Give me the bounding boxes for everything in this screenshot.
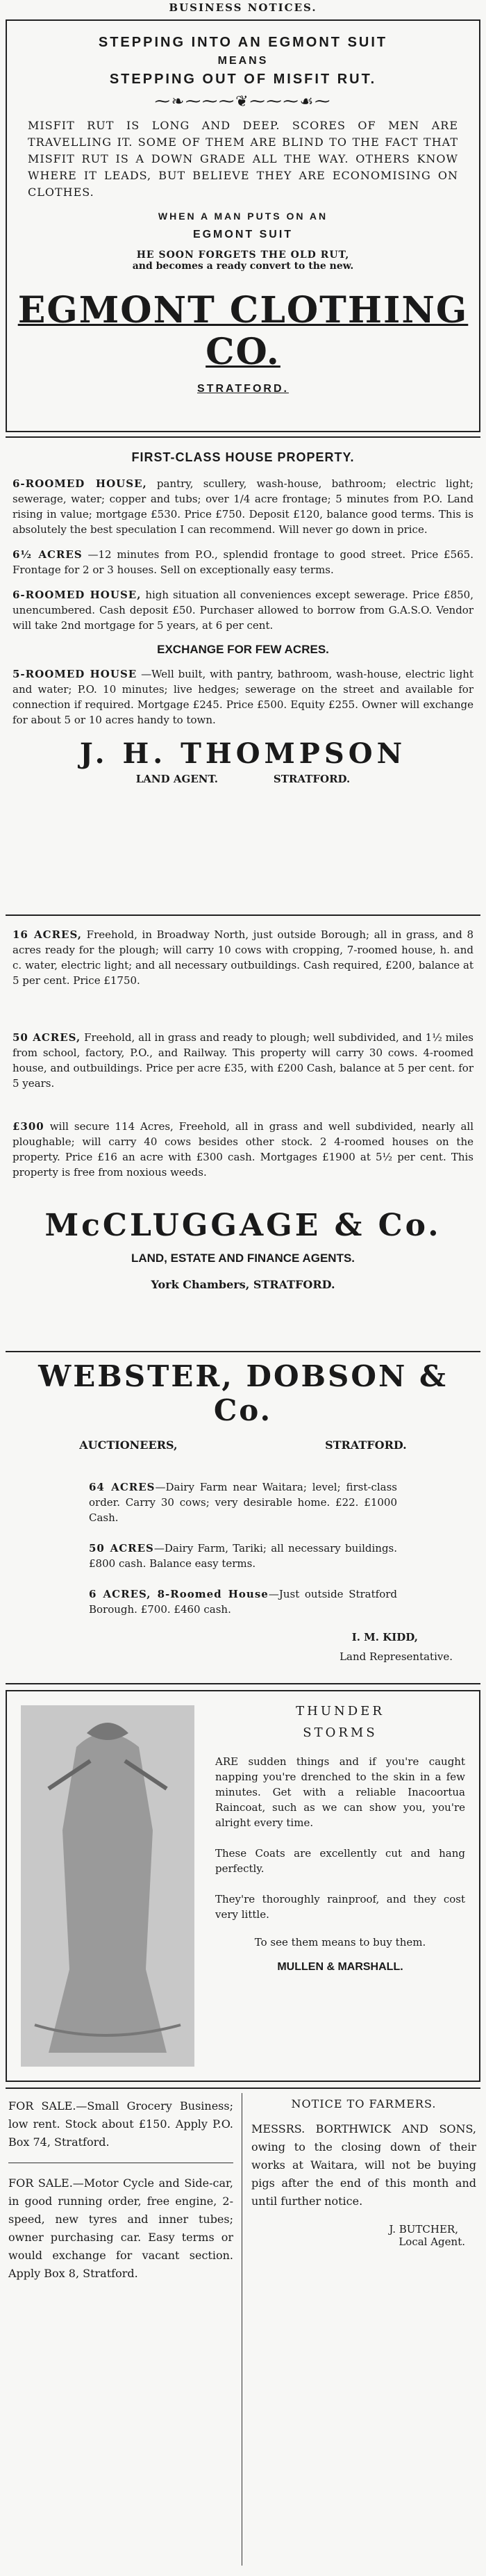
thompson-item-2: 6½ ACRES —12 minutes from P.O., splendid frontage to good street. Price £565. Frontage for 2 or 3 houses. Sell on exceptionally easy terms. — [12, 548, 474, 576]
notice-body: MESSRS. BORTHWICK AND SONS, owing to the closing down of their works at Waitara, will not be buying pigs after the end of this month and until further notice. — [251, 2122, 476, 2208]
egmont-line2: MEANS — [217, 55, 269, 67]
egmont-body: MISFIT RUT IS LONG AND DEEP. SCORES OF MEN ARE TRAVELLING IT. SOME OF THEM ARE BLIND TO THE FACT THAT MISFIT RUT IS A DOWN GRADE ALL THE WAY. OTHERS KNOW WHERE IT LEADS, BUT BELIEVE THEY ARE ECONOMISING ON CLOTHES. — [28, 119, 458, 199]
mccluggage-item-3: £300 will secure 114 Acres, Freehold, all in grass and well subdivided, nearly all ploughable; will carry 40 cows besides other stock. 2 4-roomed houses on the property. Price £16 an acre with £300 cash. Mortgages £1900 at 5½ per cent. This property is free from noxious weeds. — [12, 1120, 474, 1179]
divider — [6, 1351, 480, 1352]
divider — [6, 914, 480, 916]
classified-ad-1: FOR SALE.—Small Grocery Business; low rent. Stock about £150. Apply P.O. Box 74, Stratford. — [8, 2099, 233, 2149]
webster-role: AUCTIONEERS, — [79, 1438, 178, 1452]
mullen-title2: STORMS — [303, 1725, 378, 1740]
egmont-line7: and becomes a ready convert to the new. — [132, 261, 354, 272]
webster-town: STRATFORD. — [325, 1438, 407, 1452]
webster-role-row — [6, 1438, 480, 1452]
thompson-role: LAND AGENT. — [135, 773, 218, 785]
thompson-role-row — [6, 773, 480, 785]
thompson-heading2: EXCHANGE FOR FEW ACRES. — [157, 643, 329, 656]
egmont-line3: STEPPING OUT OF MISFIT RUT. — [109, 72, 377, 87]
classifieds — [6, 2093, 480, 2573]
notice-title: NOTICE TO FARMERS. — [291, 2097, 437, 2110]
mccluggage-item-2: 50 ACRES, Freehold, all in grass and ready to plough; well subdivided, and 1½ miles from school, factory, P.O., and Railway. This property will carry 30 cows. 4-roomed house, and outbuildings. Price per acre £35, with £200 Cash, balance at 5 per cent. for 5 years. — [12, 1031, 474, 1090]
mullen-title1: THUNDER — [296, 1704, 385, 1718]
webster-item-1: 64 ACRES—Dairy Farm near Waitara; level; first-class order. Carry 30 cows; very desirable home. £22. £1000 Cash. — [89, 1481, 398, 1524]
ornament-divider: ⁓❧⁓⁓⁓❦⁓⁓⁓☙⁓ — [154, 93, 332, 110]
mullen-para1: ARE sudden things and if you're caught napping you're drenched to the skin in a few minutes. Get with a reliable Inacoortua Raincoat, such as we can show you, you're alright every time. — [215, 1755, 465, 1829]
webster-name: WEBSTER, DOBSON & Co. — [38, 1359, 448, 1427]
thompson-agent: J. H. THOMPSON — [79, 737, 407, 770]
thompson-item-3: 6-ROOMED HOUSE, high situation all conveniences except sewerage. Price £850, unencumbered. Cash deposit £50. Purchaser allowed to borrow from G.A.S.O. Vendor will take 2nd mortgage for 5 years, at 6 per cent. — [12, 589, 474, 632]
mccluggage-address: York Chambers, STRATFORD. — [151, 1278, 335, 1291]
divider — [6, 1683, 480, 1684]
mullen-text — [215, 1704, 465, 1974]
webster-item-2: 50 ACRES—Dairy Farm, Tariki; all necessary buildings. £800 cash. Balance easy terms. — [89, 1542, 398, 1570]
mccluggage-desc: LAND, ESTATE AND FINANCE AGENTS. — [131, 1252, 355, 1265]
thompson-town: STRATFORD. — [273, 773, 351, 785]
divider — [6, 436, 480, 438]
right-column — [249, 2093, 479, 2248]
webster-rep-role: Land Representative. — [340, 1650, 453, 1663]
notice-sig-role: Local Agent. — [399, 2235, 465, 2248]
raincoat-sketch-icon — [21, 1705, 194, 2067]
divider — [6, 2087, 480, 2089]
egmont-advert — [6, 19, 480, 432]
thompson-item-1: 6-ROOMED HOUSE, pantry, scullery, wash-house, bathroom; electric light; sewerage, water; copper and tubs; over 1/4 acre frontage; 5 minutes from P.O. Land rising in value; mortgage £530. Price £750. Deposit £120, balance good terms. This is absolutely the best speculation I can recommend. Will never go down in price. — [12, 477, 474, 536]
raincoat-illustration — [21, 1705, 194, 2067]
webster-advert — [6, 1356, 480, 1676]
egmont-line4: WHEN A MAN PUTS ON AN — [158, 211, 328, 222]
egmont-town: STRATFORD. — [197, 383, 289, 395]
mullen-para4: To see them means to buy them. — [254, 1936, 426, 1949]
egmont-line5: EGMONT SUIT — [192, 229, 294, 240]
egmont-line6: HE SOON FORGETS THE OLD RUT, — [136, 249, 350, 261]
left-column — [6, 2093, 236, 2283]
thompson-heading1: FIRST-CLASS HOUSE PROPERTY. — [131, 450, 355, 464]
thompson-advert — [6, 445, 480, 876]
thompson-exchange: 5-ROOMED HOUSE —Well built, with pantry, bathroom, wash-house, electric light and water; P.O. 10 minutes; live hedges; sewerage on the street and available for connection if required. Mortgage £245. Price £500. Equity £255. Owner will exchange for about 5 or 10 acres handy to town. — [12, 668, 474, 726]
mccluggage-name: McCLUGGAGE & Co. — [44, 1208, 442, 1243]
section-header: BUSINESS NOTICES. — [169, 1, 317, 14]
webster-listings — [82, 1479, 404, 1617]
mccluggage-advert — [6, 927, 480, 1316]
mullen-para3: They're thoroughly rainproof, and they cost very little. — [215, 1893, 465, 1921]
mullen-firm: MULLEN & MARSHALL. — [277, 1961, 403, 1973]
classified-ad-2: FOR SALE.—Motor Cycle and Side-car, in good running order, free engine, 2-speed, new tyres and inner tubes; owner purchasing car. Easy terms or would exchange for vacant section. Apply Box 8, Stratford. — [8, 2176, 233, 2280]
mullen-para2: These Coats are excellently cut and hang perfectly. — [215, 1847, 465, 1875]
mccluggage-item-1: 16 ACRES, Freehold, in Broadway North, just outside Borough; all in grass, and 8 acres ready for the plough; will carry 10 cows with cropping, 7-roomed house, h. and c. water, electric light; and all necessary outbuildings. Cash required, £200, balance at 5 per cent. Price £1750. — [12, 928, 474, 987]
notice-sig-name: J. BUTCHER, — [389, 2223, 458, 2235]
webster-item-3: 6 ACRES, 8-Roomed House—Just outside Stratford Borough. £700. £460 cash. — [89, 1588, 397, 1616]
webster-rep-name: I. M. KIDD, — [351, 1631, 418, 1643]
mullen-advert — [6, 1690, 480, 2082]
egmont-line1: STEPPING INTO AN EGMONT SUIT — [98, 35, 388, 50]
egmont-brand: EGMONT CLOTHING CO. — [17, 289, 469, 373]
